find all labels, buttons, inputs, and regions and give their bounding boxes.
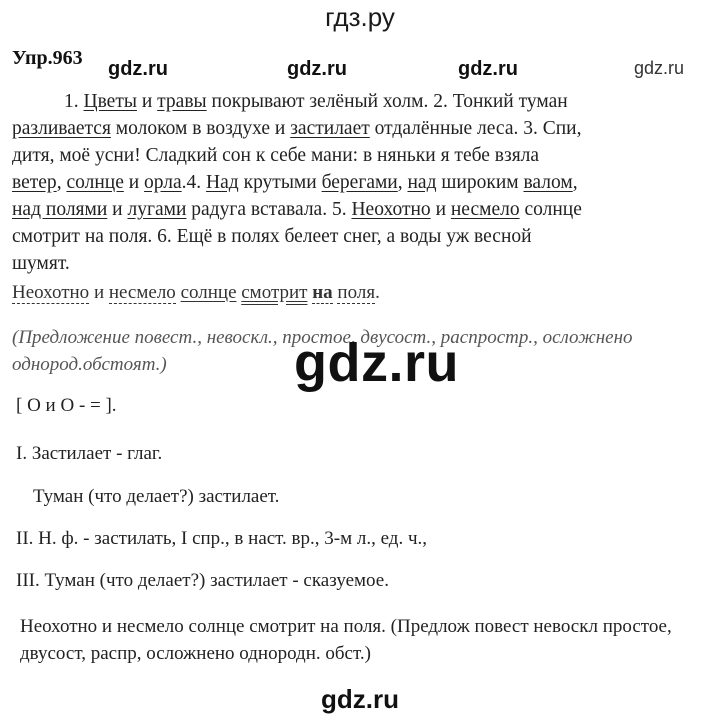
text: солнце bbox=[524, 199, 582, 220]
text: широким bbox=[441, 172, 519, 193]
adverbial-word: валом bbox=[523, 172, 573, 193]
text: и bbox=[112, 199, 123, 220]
watermark: gdz.ru bbox=[634, 58, 685, 78]
object-word: солнце bbox=[66, 172, 124, 193]
analysis-line: I. Застилает - глаг. bbox=[16, 443, 163, 464]
text: крутыми bbox=[243, 172, 317, 193]
text: шумят. bbox=[12, 253, 70, 274]
text: покрывают зелёный холм. 2. Тонкий туман bbox=[211, 91, 568, 112]
text: и bbox=[93, 282, 105, 303]
subject-word: травы bbox=[157, 91, 207, 112]
text: , bbox=[572, 172, 578, 193]
text: .4. bbox=[181, 172, 202, 193]
subject-word: солнце bbox=[180, 282, 237, 303]
exercise-paragraph bbox=[12, 88, 622, 277]
preposition-word: Над bbox=[206, 172, 239, 193]
watermark: gdz.ru bbox=[287, 58, 347, 80]
text: и bbox=[435, 199, 446, 220]
predicate-word: застилает bbox=[290, 118, 370, 139]
site-header: гдз.ру bbox=[325, 2, 395, 32]
adverbial-word: несмело bbox=[108, 282, 176, 303]
text: дитя, моё усни! Сладкий сон к себе мани: в няньки я тебе взяла bbox=[12, 145, 540, 166]
adverbial-word: над полями bbox=[12, 199, 108, 220]
watermark-footer: gdz.ru bbox=[321, 684, 399, 714]
adverbial-word: лугами bbox=[127, 199, 187, 220]
predicate-word: смотрит bbox=[241, 282, 308, 303]
object-word: орла bbox=[144, 172, 182, 193]
analysis-line: Неохотно и несмело солнце смотрит на поля. (Предлож повест невоскл простое, двусост, распр, осложнено однородн. обст.) bbox=[20, 616, 672, 664]
adverbial-word: берегами bbox=[321, 172, 398, 193]
sentence-characteristics: (Предложение повест., невоскл., простое, двусост., распростр., осложнено однород.обстоят.) bbox=[12, 327, 633, 375]
text: , bbox=[397, 172, 403, 193]
preposition-word: на bbox=[312, 282, 333, 303]
adverbial-word: несмело bbox=[450, 199, 520, 220]
analysis-line: III. Туман (что делает?) застилает - сказуемое. bbox=[16, 570, 389, 591]
analysis-line: Туман (что делает?) застилает. bbox=[33, 486, 280, 507]
adverbial-word: Неохотно bbox=[351, 199, 431, 220]
analysis-line: II. Н. ф. - застилать, I спр., в наст. вр., 3-м л., ед. ч., bbox=[16, 528, 428, 549]
text: молоком в воздухе и bbox=[115, 118, 286, 139]
text: , bbox=[56, 172, 62, 193]
text: и bbox=[141, 91, 153, 112]
watermark: gdz.ru bbox=[458, 58, 518, 80]
text: радуга вставала. 5. bbox=[191, 199, 347, 220]
subject-word: Цветы bbox=[83, 91, 137, 112]
exercise-title: Упр.963 bbox=[12, 47, 83, 69]
preposition-word: над bbox=[407, 172, 437, 193]
adverbial-word: Неохотно bbox=[12, 282, 90, 303]
object-word: ветер bbox=[12, 172, 57, 193]
text: . bbox=[375, 282, 380, 303]
watermark-large: gdz.ru bbox=[294, 333, 459, 393]
sentence-scheme: [ О и О - = ]. bbox=[16, 395, 117, 416]
text: отдалённые леса. 3. Спи, bbox=[374, 118, 582, 139]
sentence-number: 1. bbox=[64, 91, 79, 112]
text: смотрит на поля. 6. Ещё в полях белеет снег, а воды уж весной bbox=[12, 226, 532, 247]
adverbial-word: поля bbox=[337, 282, 376, 303]
text: и bbox=[128, 172, 140, 193]
predicate-word: разливается bbox=[12, 118, 111, 139]
analysis-sentence bbox=[12, 282, 380, 304]
watermark: gdz.ru bbox=[108, 58, 168, 80]
